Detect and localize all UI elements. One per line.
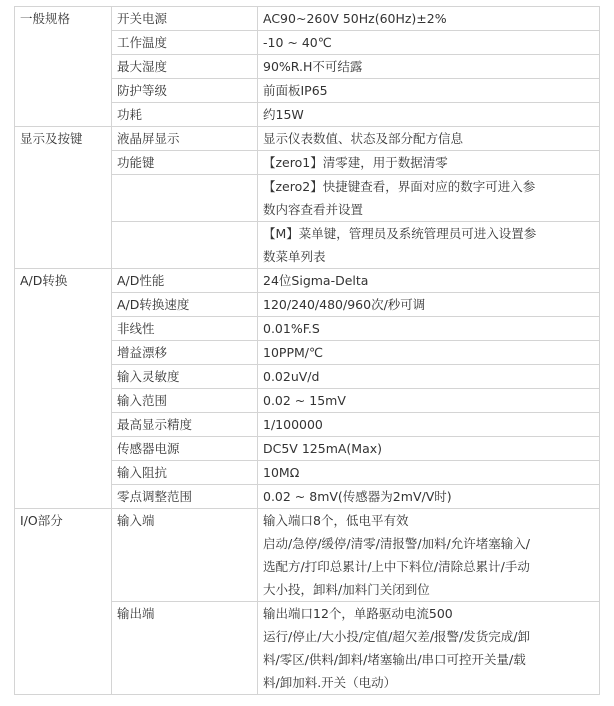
value-line: 0.01%F.S: [263, 321, 320, 336]
parameter-cell: 功耗: [112, 103, 258, 127]
value-cell: [258, 55, 600, 79]
value-line: 0.02 ~ 8mV(传感器为2mV/V时): [263, 489, 452, 504]
value-cell: [258, 175, 600, 222]
value-line: 【zero2】快捷键查看，界面对应的数字可进入参: [263, 179, 536, 194]
value-line: 数菜单列表: [263, 249, 326, 264]
value-cell: [258, 31, 600, 55]
parameter-cell: A/D性能: [112, 269, 258, 293]
parameter-cell: 液晶屏显示: [112, 127, 258, 151]
value-line: AC90~260V 50Hz(60Hz)±2%: [263, 11, 447, 26]
spec-table: [14, 6, 600, 695]
value-line: DC5V 125mA(Max): [263, 441, 383, 456]
value-cell: [258, 365, 600, 389]
value-cell: [258, 103, 600, 127]
value-line: 【M】菜单键，管理员及系统管理员可进入设置参: [263, 226, 537, 241]
value-line: 1/100000: [263, 417, 323, 432]
value-cell: [258, 602, 600, 695]
parameter-cell: 最高显示精度: [112, 413, 258, 437]
parameter-cell: 零点调整范围: [112, 485, 258, 509]
value-line: 料/零区/供料/卸料/堵塞输出/串口可控开关量/载: [263, 652, 526, 667]
value-cell: [258, 79, 600, 103]
value-cell: [258, 7, 600, 31]
parameter-cell: 功能键: [112, 151, 258, 175]
value-cell: [258, 389, 600, 413]
value-line: 输入端口8个，低电平有效: [263, 513, 409, 528]
table-row: [15, 269, 600, 293]
value-line: 约15W: [263, 107, 304, 122]
value-line: 输出端口12个，单路驱动电流500: [263, 606, 453, 621]
value-line: 运行/停止/大小投/定值/超欠差/报警/发货完成/卸: [263, 629, 530, 644]
value-line: 24位Sigma-Delta: [263, 273, 369, 288]
value-cell: [258, 461, 600, 485]
value-line: 选配方/打印总累计/上中下料位/清除总累计/手动: [263, 559, 530, 574]
table-row: [15, 509, 600, 602]
value-line: 料/卸加料.开关（电动）: [263, 675, 397, 690]
spec-table-body: [15, 7, 600, 695]
value-cell: [258, 317, 600, 341]
value-cell: [258, 127, 600, 151]
parameter-cell: 输入端: [112, 509, 258, 602]
parameter-cell: 非线性: [112, 317, 258, 341]
table-row: [15, 7, 600, 31]
parameter-cell: 最大湿度: [112, 55, 258, 79]
value-line: 0.02uV/d: [263, 369, 320, 384]
value-line: 120/240/480/960次/秒可调: [263, 297, 426, 312]
parameter-cell: [112, 175, 258, 222]
category-cell: A/D转换: [15, 269, 112, 509]
parameter-cell: 传感器电源: [112, 437, 258, 461]
value-cell: [258, 509, 600, 602]
value-cell: [258, 437, 600, 461]
value-line: 启动/急停/缓停/清零/清报警/加料/允许堵塞输入/: [263, 536, 530, 551]
value-cell: [258, 293, 600, 317]
value-line: 数内容查看并设置: [263, 202, 364, 217]
parameter-cell: 输入范围: [112, 389, 258, 413]
parameter-cell: 增益漂移: [112, 341, 258, 365]
value-cell: [258, 485, 600, 509]
value-cell: [258, 269, 600, 293]
parameter-cell: A/D转换速度: [112, 293, 258, 317]
value-cell: [258, 341, 600, 365]
value-line: 10PPM/℃: [263, 345, 324, 360]
value-line: 前面板IP65: [263, 83, 328, 98]
parameter-cell: [112, 222, 258, 269]
value-line: 显示仪表数值、状态及部分配方信息: [263, 131, 464, 146]
value-cell: [258, 413, 600, 437]
value-line: 0.02 ~ 15mV: [263, 393, 346, 408]
value-cell: [258, 222, 600, 269]
value-line: 90%R.H不可结露: [263, 59, 363, 74]
parameter-cell: 工作温度: [112, 31, 258, 55]
parameter-cell: 输入阻抗: [112, 461, 258, 485]
category-cell: I/O部分: [15, 509, 112, 695]
parameter-cell: 输出端: [112, 602, 258, 695]
parameter-cell: 开关电源: [112, 7, 258, 31]
parameter-cell: 输入灵敏度: [112, 365, 258, 389]
value-line: 10MΩ: [263, 465, 300, 480]
table-row: [15, 127, 600, 151]
category-cell: 显示及按键: [15, 127, 112, 269]
value-line: -10 ~ 40℃: [263, 35, 332, 50]
value-line: 大小投，卸料/加料门关闭到位: [263, 582, 430, 597]
category-cell: 一般规格: [15, 7, 112, 127]
parameter-cell: 防护等级: [112, 79, 258, 103]
value-line: 【zero1】清零建，用于数据清零: [263, 155, 448, 170]
value-cell: [258, 151, 600, 175]
